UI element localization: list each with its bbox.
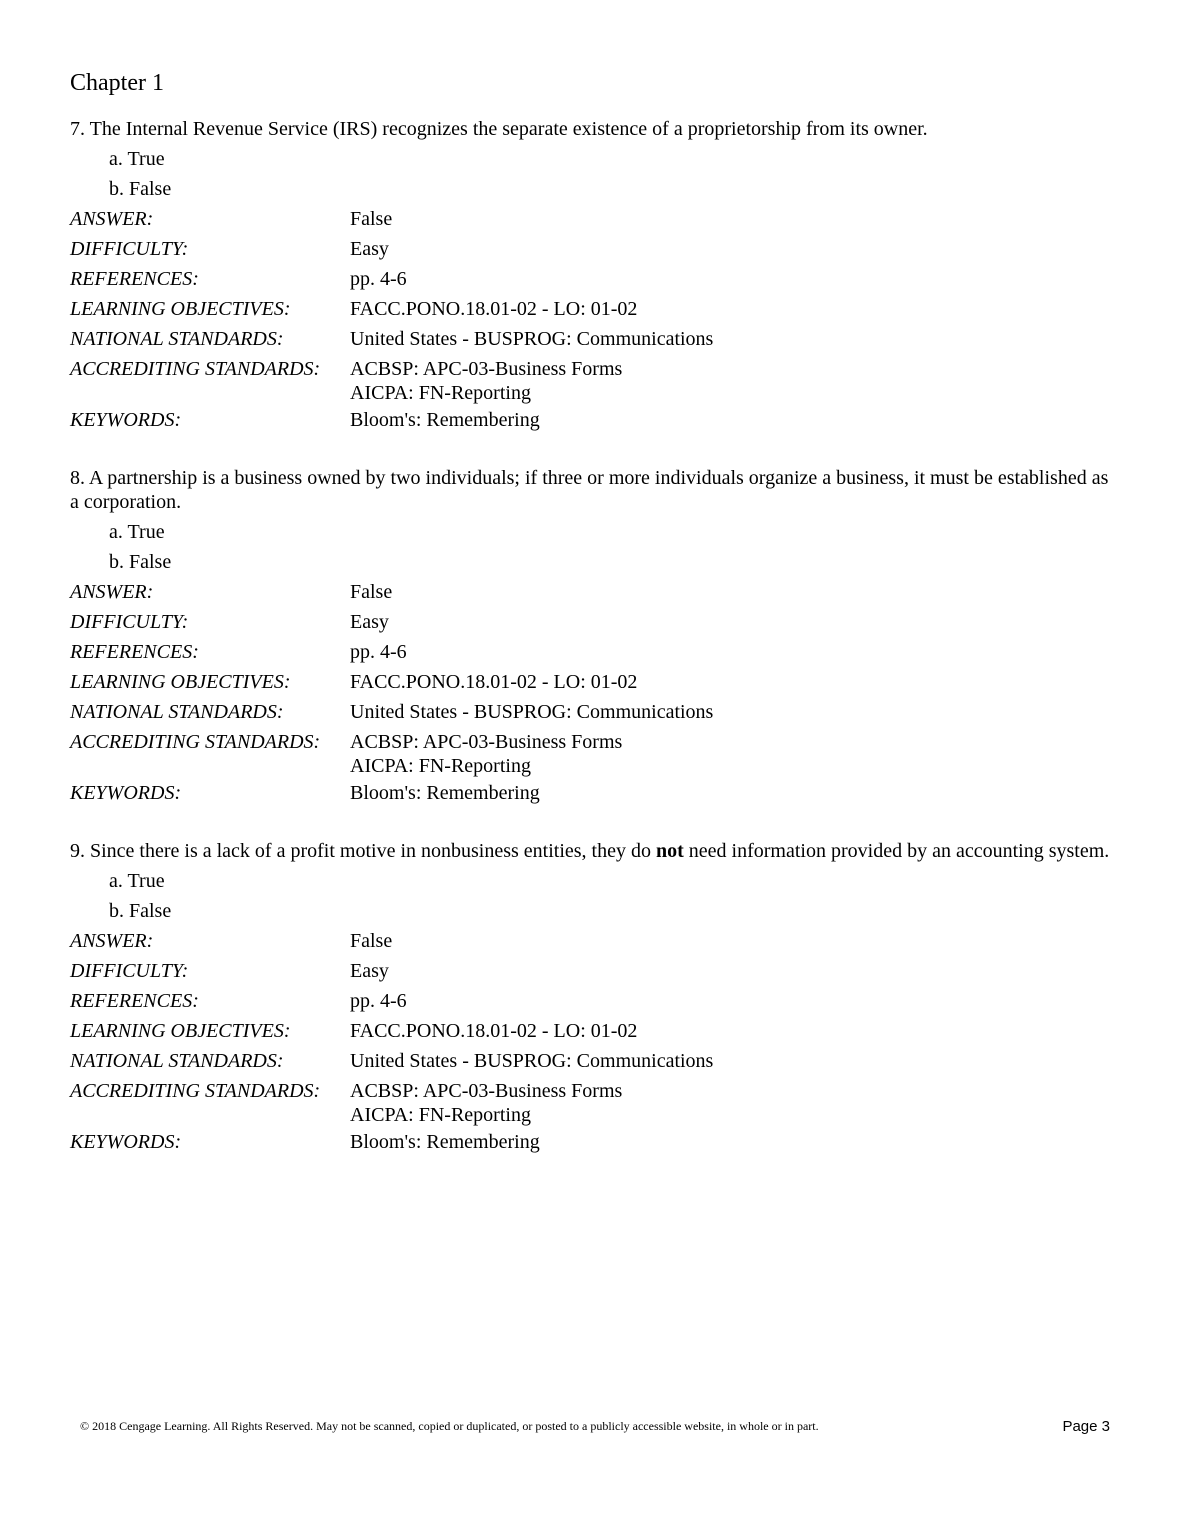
meta-label: LEARNING OBJECTIVES: — [70, 298, 291, 320]
meta-accrediting-standards — [70, 727, 1120, 778]
meta-label: DIFFICULTY: — [70, 238, 189, 260]
page-number: Page 3 — [1062, 1418, 1110, 1435]
meta-national-standards — [70, 324, 1120, 354]
meta-value: Bloom's: Remembering — [350, 409, 540, 431]
question-text-part: need information provided by an accounting system. — [683, 840, 1110, 862]
meta-answer — [70, 204, 1120, 234]
meta-value-line: AICPA: FN-Reporting — [350, 382, 531, 404]
meta-keywords — [70, 1127, 1120, 1157]
meta-learning-objectives — [70, 667, 1120, 697]
meta-national-standards — [70, 697, 1120, 727]
meta-value: False — [350, 581, 393, 603]
meta-value: United States - BUSPROG: Communications — [350, 1050, 714, 1072]
meta-label: ANSWER: — [70, 208, 154, 230]
question-text — [70, 117, 1120, 141]
meta-value: False — [350, 930, 393, 952]
meta-value: United States - BUSPROG: Communications — [350, 328, 714, 350]
question-text — [70, 839, 1120, 863]
question-text — [70, 466, 1120, 514]
meta-references — [70, 986, 1120, 1016]
meta-value: Easy — [350, 238, 389, 260]
copyright-footer: © 2018 Cengage Learning. All Rights Reserved. May not be scanned, copied or duplicated, or posted to a publicly accessible website, in whole or in part. — [80, 1419, 819, 1433]
meta-label: NATIONAL STANDARDS: — [70, 328, 284, 350]
question-text-part: 9. Since there is a lack of a profit motive in nonbusiness entities, they do — [70, 840, 656, 862]
meta-value — [350, 727, 1120, 778]
meta-label: ANSWER: — [70, 581, 154, 603]
option-true: a. True — [109, 870, 165, 892]
meta-label: ANSWER: — [70, 930, 154, 952]
meta-value — [350, 354, 1120, 405]
option-false: b. False — [109, 900, 172, 922]
meta-value: pp. 4-6 — [350, 641, 407, 663]
chapter-title: Chapter 1 — [70, 70, 164, 96]
meta-label: LEARNING OBJECTIVES: — [70, 671, 291, 693]
meta-value: FACC.PONO.18.01-02 - LO: 01-02 — [350, 298, 638, 320]
meta-label: ACCREDITING STANDARDS: — [70, 358, 321, 380]
meta-value-line: AICPA: FN-Reporting — [350, 1104, 531, 1126]
meta-learning-objectives — [70, 1016, 1120, 1046]
meta-answer — [70, 577, 1120, 607]
meta-value-line: ACBSP: APC-03-Business Forms — [350, 358, 623, 380]
meta-value-line: AICPA: FN-Reporting — [350, 755, 531, 777]
question-meta — [70, 204, 1120, 435]
meta-value: Easy — [350, 960, 389, 982]
option-true: a. True — [109, 148, 165, 170]
question-text-bold: not — [656, 840, 684, 862]
meta-label: REFERENCES: — [70, 990, 199, 1012]
option-false: b. False — [109, 178, 172, 200]
meta-keywords — [70, 778, 1120, 808]
option-true: a. True — [109, 521, 165, 543]
meta-value-line: ACBSP: APC-03-Business Forms — [350, 731, 623, 753]
meta-difficulty — [70, 607, 1120, 637]
meta-label: DIFFICULTY: — [70, 960, 189, 982]
meta-label: NATIONAL STANDARDS: — [70, 1050, 284, 1072]
meta-difficulty — [70, 956, 1120, 986]
meta-answer — [70, 926, 1120, 956]
answer-options — [70, 517, 1120, 577]
meta-references — [70, 264, 1120, 294]
meta-accrediting-standards — [70, 354, 1120, 405]
question-9 — [70, 839, 1120, 1157]
answer-options — [70, 866, 1120, 926]
question-meta — [70, 926, 1120, 1157]
meta-keywords — [70, 405, 1120, 435]
meta-label: ACCREDITING STANDARDS: — [70, 1080, 321, 1102]
meta-label: ACCREDITING STANDARDS: — [70, 731, 321, 753]
meta-label: KEYWORDS: — [70, 782, 182, 804]
meta-label: KEYWORDS: — [70, 1131, 182, 1153]
meta-references — [70, 637, 1120, 667]
meta-label: LEARNING OBJECTIVES: — [70, 1020, 291, 1042]
meta-learning-objectives — [70, 294, 1120, 324]
meta-accrediting-standards — [70, 1076, 1120, 1127]
meta-difficulty — [70, 234, 1120, 264]
meta-value: United States - BUSPROG: Communications — [350, 701, 714, 723]
meta-value-line: ACBSP: APC-03-Business Forms — [350, 1080, 623, 1102]
question-meta — [70, 577, 1120, 808]
meta-value: Bloom's: Remembering — [350, 1131, 540, 1153]
meta-value: pp. 4-6 — [350, 268, 407, 290]
question-7 — [70, 117, 1120, 435]
meta-value: pp. 4-6 — [350, 990, 407, 1012]
option-false: b. False — [109, 551, 172, 573]
meta-national-standards — [70, 1046, 1120, 1076]
meta-label: DIFFICULTY: — [70, 611, 189, 633]
meta-value — [350, 1076, 1120, 1127]
meta-value: False — [350, 208, 393, 230]
meta-value: FACC.PONO.18.01-02 - LO: 01-02 — [350, 671, 638, 693]
meta-value: Bloom's: Remembering — [350, 782, 540, 804]
meta-label: REFERENCES: — [70, 641, 199, 663]
question-8 — [70, 466, 1120, 808]
question-text-part: 8. A partnership is a business owned by two individuals; if three or more individuals organize a business, it must be established as a corporation. — [70, 467, 1109, 513]
meta-value: FACC.PONO.18.01-02 - LO: 01-02 — [350, 1020, 638, 1042]
question-text-part: 7. The Internal Revenue Service (IRS) recognizes the separate existence of a proprietorship from its owner. — [70, 118, 928, 140]
meta-label: NATIONAL STANDARDS: — [70, 701, 284, 723]
meta-label: REFERENCES: — [70, 268, 199, 290]
answer-options — [70, 144, 1120, 204]
meta-label: KEYWORDS: — [70, 409, 182, 431]
meta-value: Easy — [350, 611, 389, 633]
